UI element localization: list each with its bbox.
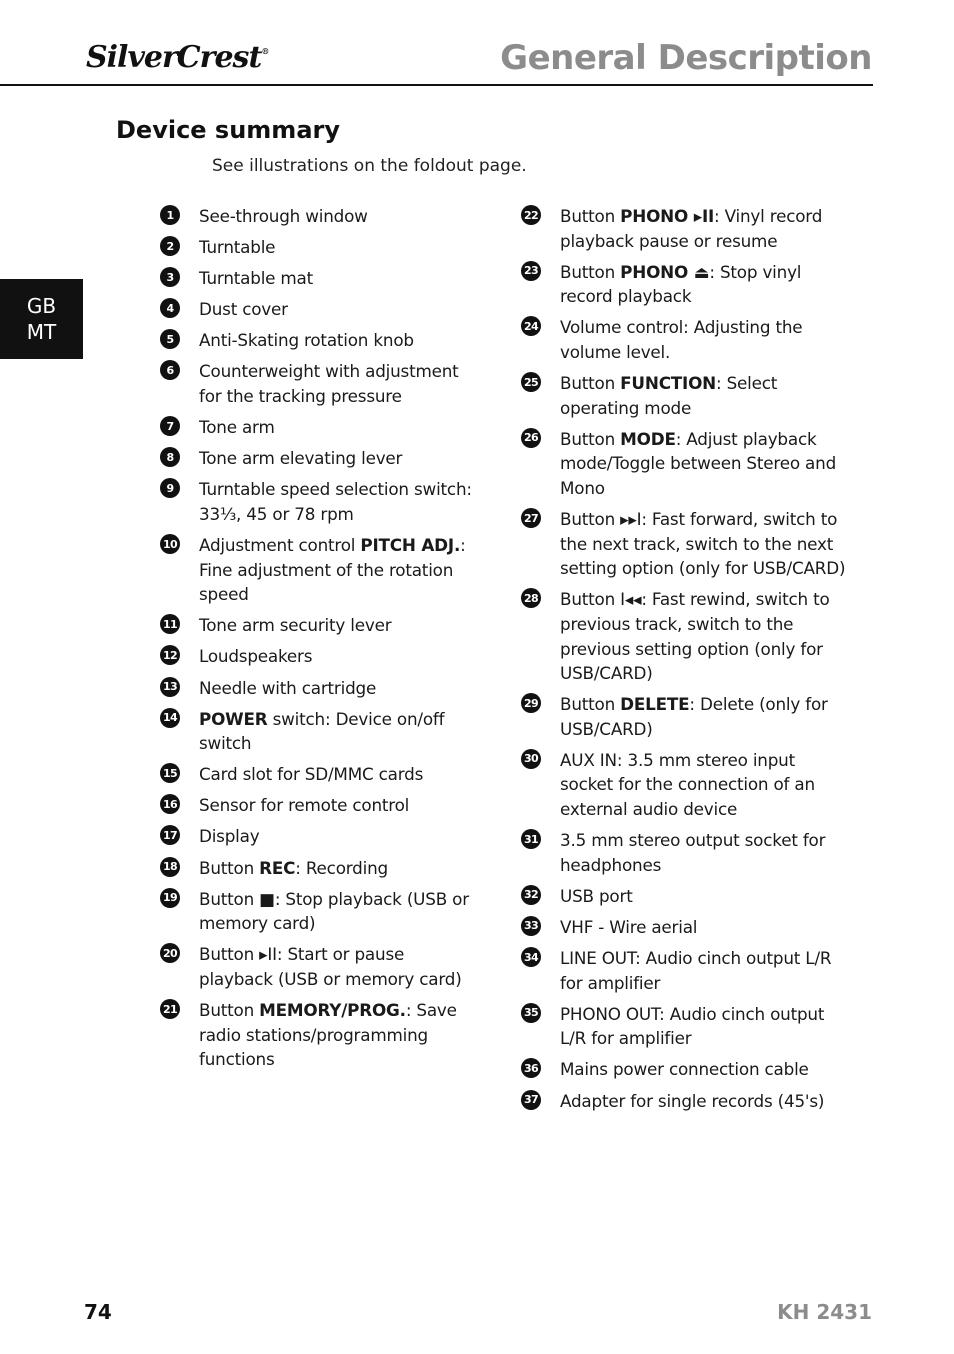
item-description xyxy=(560,748,851,822)
item-text-bold: FUNCTION xyxy=(620,373,717,394)
list-item xyxy=(160,266,480,291)
item-description xyxy=(199,856,388,881)
item-description xyxy=(199,204,368,229)
list-item xyxy=(160,446,480,471)
item-text: Card slot for SD/MMC cards xyxy=(199,764,424,785)
item-number-badge: 31 xyxy=(521,829,541,849)
item-description xyxy=(560,204,851,253)
item-number-badge: 24 xyxy=(521,316,541,336)
item-text: Button I◂◂: Fast rewind, switch to previous track, switch to the previous setting option (only for USB/CARD) xyxy=(560,589,830,684)
list-item xyxy=(521,748,851,822)
item-number-badge: 16 xyxy=(160,794,180,814)
parts-list-left xyxy=(160,204,480,1078)
item-text-suffix: : Fine adjustment of the rotation speed xyxy=(199,535,466,605)
item-description xyxy=(199,328,414,353)
item-number-badge: 9 xyxy=(160,478,180,498)
item-description xyxy=(560,1057,809,1082)
item-text-bold: PHONO ▸II xyxy=(620,206,715,226)
list-item xyxy=(521,946,851,995)
item-description xyxy=(560,371,851,420)
item-text-suffix: : Save radio stations/programming functions xyxy=(199,1000,457,1070)
list-item xyxy=(521,587,851,685)
item-text-bold: POWER xyxy=(199,708,268,729)
list-item xyxy=(160,707,480,756)
item-number-badge: 19 xyxy=(160,888,180,908)
item-number-badge: 7 xyxy=(160,416,180,436)
item-text: Button xyxy=(560,428,621,449)
item-text: Display xyxy=(199,826,260,847)
item-text: Tone arm security lever xyxy=(199,615,392,636)
item-description xyxy=(199,266,313,291)
item-number-badge: 25 xyxy=(521,372,541,392)
item-description xyxy=(199,297,288,322)
language-code-gb: GB xyxy=(26,294,57,318)
item-description xyxy=(560,507,851,581)
item-text-suffix: : Delete (only for USB/CARD) xyxy=(560,694,828,739)
item-text-bold: MODE xyxy=(620,428,676,449)
item-text: Anti-Skating rotation knob xyxy=(199,330,414,351)
item-description xyxy=(560,884,633,909)
item-number-badge: 23 xyxy=(521,261,541,281)
item-text: See-through window xyxy=(199,206,368,226)
item-number-badge: 35 xyxy=(521,1003,541,1023)
section-heading: Device summary xyxy=(116,116,340,144)
item-number-badge: 37 xyxy=(521,1090,541,1110)
item-text: Button xyxy=(560,261,621,282)
item-text-bold: REC xyxy=(259,857,296,878)
item-description xyxy=(560,946,851,995)
item-number-badge: 34 xyxy=(521,947,541,967)
item-number-badge: 3 xyxy=(160,267,180,287)
item-text-suffix: : Stop playback (USB or memory card) xyxy=(199,888,469,934)
item-number-badge: 15 xyxy=(160,763,180,783)
item-text: Turntable mat xyxy=(199,268,314,289)
item-description xyxy=(199,998,480,1072)
item-number-badge: 30 xyxy=(521,749,541,769)
list-item xyxy=(160,204,480,229)
item-text: AUX IN: 3.5 mm stereo input socket for the connection of an external audio device xyxy=(560,749,815,820)
list-item xyxy=(521,260,851,309)
item-text-bold: ■ xyxy=(259,888,275,909)
item-text-bold: DELETE xyxy=(620,694,690,715)
list-item xyxy=(160,297,480,322)
language-tab xyxy=(0,279,83,359)
item-number-badge: 6 xyxy=(160,360,180,380)
item-description xyxy=(199,707,480,756)
item-number-badge: 11 xyxy=(160,614,180,634)
item-text-suffix: switch: Device on/off switch xyxy=(199,708,445,754)
item-number-badge: 27 xyxy=(521,508,541,528)
item-text-suffix: : Vinyl record playback pause or resume xyxy=(560,206,823,251)
model-number: KH 2431 xyxy=(777,1300,872,1324)
item-text-suffix: : Select operating mode xyxy=(560,373,778,418)
item-text: Button xyxy=(199,888,260,909)
item-text: Button ▸▸I: Fast forward, switch to the next track, switch to the next setting option (only for USB/CARD) xyxy=(560,509,846,579)
item-description xyxy=(199,477,480,526)
item-description xyxy=(560,828,851,877)
item-description xyxy=(560,260,851,309)
item-number-badge: 12 xyxy=(160,645,180,665)
list-item xyxy=(521,315,851,364)
item-number-badge: 26 xyxy=(521,428,541,448)
item-text: Button ▸II: Start or pause playback (USB or memory card) xyxy=(199,944,462,989)
list-item xyxy=(521,828,851,877)
item-text: VHF - Wire aerial xyxy=(560,916,698,937)
item-text: Turntable xyxy=(199,237,276,258)
item-description xyxy=(199,359,480,408)
list-item xyxy=(160,613,480,638)
item-description xyxy=(199,762,423,787)
item-text-suffix: : Recording xyxy=(295,857,388,878)
item-description xyxy=(560,1002,851,1051)
item-text: Counterweight with adjustment for the tracking pressure xyxy=(199,361,459,407)
page-title: General Description xyxy=(500,38,872,78)
item-number-badge: 1 xyxy=(160,205,180,225)
item-description xyxy=(199,942,480,991)
item-text: Loudspeakers xyxy=(199,646,313,667)
item-number-badge: 14 xyxy=(160,708,180,728)
item-text: Tone arm xyxy=(199,417,275,438)
item-number-badge: 8 xyxy=(160,447,180,467)
item-number-badge: 5 xyxy=(160,329,180,349)
item-number-badge: 33 xyxy=(521,916,541,936)
item-text: Sensor for remote control xyxy=(199,795,410,816)
list-item xyxy=(521,371,851,420)
item-text-suffix: : Stop vinyl record playback xyxy=(560,261,802,307)
item-description xyxy=(560,315,851,364)
list-item xyxy=(521,915,851,940)
list-item xyxy=(521,692,851,741)
item-number-badge: 20 xyxy=(160,943,180,963)
list-item xyxy=(160,533,480,607)
item-text: Dust cover xyxy=(199,299,288,320)
list-item xyxy=(160,359,480,408)
item-description xyxy=(199,793,409,818)
item-text: Button xyxy=(199,857,260,878)
item-description xyxy=(560,915,697,940)
list-item xyxy=(160,644,480,669)
language-code-mt: MT xyxy=(26,320,57,344)
item-text: Button xyxy=(560,206,621,226)
parts-list-right xyxy=(521,204,851,1120)
item-text: LINE OUT: Audio cinch output L/R for amplifier xyxy=(560,948,832,993)
item-number-badge: 29 xyxy=(521,693,541,713)
item-description xyxy=(560,692,851,741)
list-item xyxy=(160,328,480,353)
item-text: 3.5 mm stereo output socket for headphones xyxy=(560,830,826,875)
item-description xyxy=(199,824,259,849)
item-number-badge: 4 xyxy=(160,298,180,318)
list-item xyxy=(160,824,480,849)
item-description xyxy=(199,446,402,471)
item-text: Adjustment control xyxy=(199,535,361,556)
item-number-badge: 36 xyxy=(521,1058,541,1078)
list-item xyxy=(521,884,851,909)
item-text: Mains power connection cable xyxy=(560,1059,809,1080)
item-number-badge: 21 xyxy=(160,999,180,1019)
header-divider xyxy=(0,84,873,86)
list-item xyxy=(160,762,480,787)
brand-logo: SilverCrest® xyxy=(86,40,269,75)
item-description xyxy=(199,887,480,936)
item-text: Adapter for single records (45's) xyxy=(560,1090,825,1111)
item-description xyxy=(560,427,851,501)
list-item xyxy=(521,1002,851,1051)
item-number-badge: 17 xyxy=(160,825,180,845)
item-description xyxy=(560,1089,824,1114)
list-item xyxy=(521,204,851,253)
item-number-badge: 10 xyxy=(160,534,180,554)
list-item xyxy=(521,1057,851,1082)
item-text: Needle with cartridge xyxy=(199,677,377,698)
item-text-suffix: : Adjust playback mode/Toggle between Stereo and Mono xyxy=(560,428,837,498)
item-text: PHONO OUT: Audio cinch output L/R for amplifier xyxy=(560,1003,825,1049)
list-item xyxy=(160,415,480,440)
item-text: Button xyxy=(560,373,621,394)
item-description xyxy=(199,644,312,669)
list-item xyxy=(160,998,480,1072)
item-number-badge: 32 xyxy=(521,885,541,905)
item-text: USB port xyxy=(560,885,633,906)
list-item xyxy=(160,235,480,260)
item-number-badge: 28 xyxy=(521,588,541,608)
list-item xyxy=(160,676,480,701)
list-item xyxy=(521,1089,851,1114)
item-number-badge: 18 xyxy=(160,857,180,877)
list-item xyxy=(160,793,480,818)
item-text: Tone arm elevating lever xyxy=(199,448,403,469)
item-description xyxy=(199,235,275,260)
list-item xyxy=(160,856,480,881)
item-text: Volume control: Adjusting the volume level. xyxy=(560,317,803,362)
item-description xyxy=(199,676,376,701)
item-text: Button xyxy=(560,694,621,715)
list-item xyxy=(521,507,851,581)
item-number-badge: 13 xyxy=(160,677,180,697)
item-description xyxy=(199,533,480,607)
page-number: 74 xyxy=(84,1300,112,1324)
item-description xyxy=(560,587,851,685)
item-text-bold: PHONO ⏏ xyxy=(620,261,710,282)
list-item xyxy=(521,427,851,501)
item-text: Button xyxy=(199,1000,260,1021)
item-description xyxy=(199,415,275,440)
intro-text: See illustrations on the foldout page. xyxy=(212,156,527,176)
item-text-bold: PITCH ADJ. xyxy=(360,535,461,556)
list-item xyxy=(160,887,480,936)
item-number-badge: 22 xyxy=(521,205,541,225)
item-text: Turntable speed selection switch: 33⅓, 45 or 78 rpm xyxy=(199,479,472,524)
item-text-bold: MEMORY/PROG. xyxy=(259,1000,406,1021)
list-item xyxy=(160,477,480,526)
item-description xyxy=(199,613,391,638)
list-item xyxy=(160,942,480,991)
item-number-badge: 2 xyxy=(160,236,180,256)
